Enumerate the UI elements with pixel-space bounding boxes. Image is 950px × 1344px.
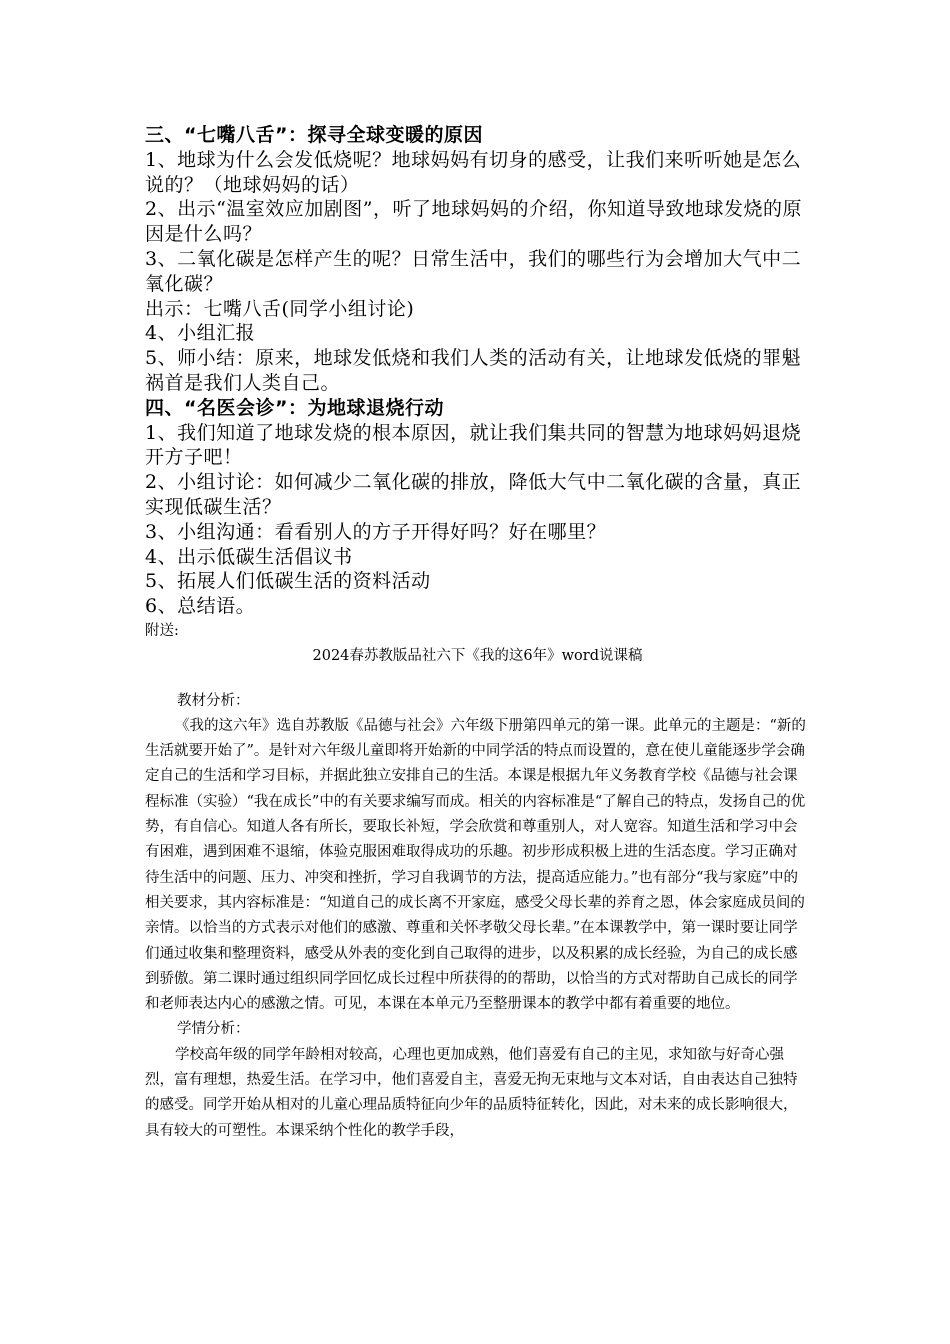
analysis-material-label: 教材分析： — [177, 692, 250, 709]
section-4 — [145, 396, 810, 619]
section-4-item-6: 6、总结语。 — [145, 595, 256, 618]
section-4-heading: 四、“名医会诊”：为地球退烧行动 — [145, 396, 444, 419]
section-3-item-4: 4、小组汇报 — [145, 322, 256, 345]
section-4-item-3: 3、小组沟通：看看别人的方子开得好吗？好在哪里？ — [145, 520, 607, 543]
section-3 — [145, 123, 810, 396]
section-4-item-2: 2、小组讨论：如何减少二氧化碳的排放，降低大气中二氧化碳的含量，真正实现低碳生活？ — [145, 471, 802, 518]
analysis-student-text: 学校高年级的同学年龄相对较高，心理也更加成熟，他们喜爱有自己的主见，求知欲与好奇心强烈，富有理想，热爱生活。在学习中，他们喜爱自主，喜爱无拘无束地与文本对话，自由表达自己独特的感受。同学开始从相对的儿童心理品质特征向少年的品质特征转化，因此，对未来的成长影响很大，具有较大的可塑性。本课采纳个性化的教学手段， — [145, 1046, 798, 1139]
section-4-item-1: 1、我们知道了地球发烧的根本原因，就让我们集共同的智慧为地球妈妈退烧开方子吧！ — [145, 421, 802, 469]
section-3-heading: 三、“七嘴八舌”：探寻全球变暖的原因 — [145, 124, 483, 146]
section-3-item-1: 1、地球为什么会发低烧呢？地球妈妈有切身的感受，让我们来听听她是怎么说的？（地球妈妈的话） — [145, 148, 802, 196]
analysis-student-label: 学情分析： — [177, 1021, 250, 1038]
section-3-item-show: 出示：七嘴八舌(同学小组讨论) — [145, 297, 415, 320]
appendix-label: 附送: — [145, 622, 179, 639]
section-4-item-5: 5、拓展人们低碳生活的资料活动 — [145, 570, 431, 593]
document-page — [145, 123, 810, 1144]
section-4-item-4: 4、出示低碳生活倡议书 — [145, 545, 353, 568]
section-3-item-3: 3、二氧化碳是怎样产生的呢？日常生活中，我们的哪些行为会增加大气中二氧化碳？ — [145, 247, 802, 295]
section-3-item-2: 2、出示“温室效应加剧图”，听了地球妈妈的介绍，你知道导致地球发烧的原因是什么吗？ — [145, 198, 803, 246]
section-3-item-5: 5、师小结：原来，地球发低烧和我们人类的活动有关，让地球发低烧的罪魁祸首是我们人类自己。 — [145, 347, 802, 394]
analysis-material-text: 《我的这六年》选自苏教版《品德与社会》六年级下册第四单元的第一课。此单元的主题是：“新的生活就要开始了”。是针对六年级儿童即将开始新的中同学活的特点而设置的，意在使儿童能逐步学会确定自己的生活和学习目标，并据此独立安排自己的生活。本课是根据九年义务教育学校《品德与社会课程标准（实验）“我在成长”中的有关要求编写而成。相关的内容标准是“了解自己的特点，发扬自己的优势，有自信心。知道人各有所长，要取长补短，学会欣赏和尊重别人，对人宽容。知道生活和学习中会有困难，遇到困难不退缩，体验克服困难取得成功的乐趣。初步形成积极上进的生活态度。学习正确对待生活中的问题、压力、冲突和挫折，学习自我调节的方法，提高适应能力。”也有部分“我与家庭”中的相关要求，其内容标准是：“知道自己的成长离不开家庭，感受父母长辈的养育之恩，体会家庭成员间的亲情。以恰当的方式表示对他们的感激、尊重和关怀孝敬父母长辈。”在本课教学中，第一课时要让同学们通过收集和整理资料，感受从外表的变化到自己取得的进步，以及积累的成长经验，为自己的成长感到骄傲。第二课时通过组织同学回忆成长过程中所获得的的帮助，以恰当的方式对帮助自己成长的同学和老师表达内心的感激之情。可见，本课在本单元乃至整册课本的教学中都有着重要的地位。 — [145, 717, 806, 1013]
appendix-title: 2024春苏教版品社六下《我的这6年》word说课稿 — [312, 648, 643, 665]
appendix — [145, 619, 810, 1144]
